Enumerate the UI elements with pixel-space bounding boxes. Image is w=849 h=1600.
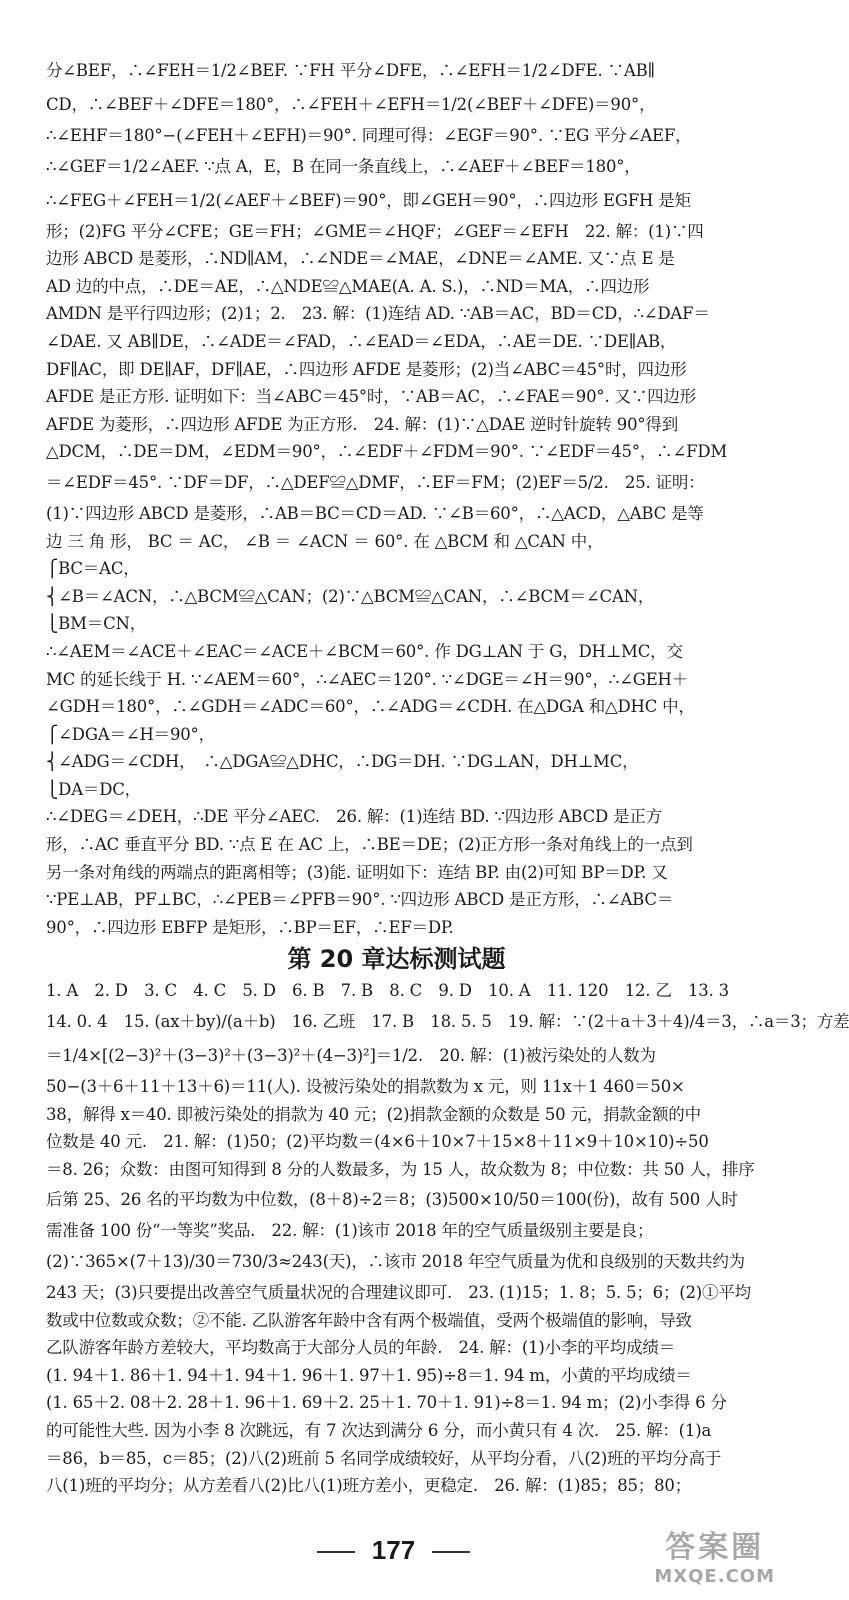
text-line: ＝∠EDF＝45°. ∵DF＝DF，∴△DEF≌△DMF，∴EF＝FM；(2)EF＝5/2. 25. 证明： [46,472,705,492]
text-line: 分∠BEF，∴∠FEH＝1/2∠BEF. ∵FH 平分∠DFE，∴∠EFH＝1/2∠DFE. ∵AB∥ [46,61,655,80]
text-line: DF∥AC，即 DE∥AF，DF∥AE，∴四边形 AFDE 是菱形；(2)当∠ABC＝45°时，四边形 [46,359,687,379]
text-line: 90°，∴四边形 EBFP 是矩形，∴BP＝EF，∴EF＝DP. [46,917,454,937]
text-line: 需准备 100 份“一等奖”奖品. 22. 解：(1)该市 2018 年的空气质量级别主要是良； [46,1221,654,1241]
brace-line: ⎨∠ADG＝∠CDH， ∴△DGA≌△DHC，∴DG＝DH. ∵DG⊥AN，DH⊥MC， [46,752,639,772]
text-line: AFDE 为菱形，∴四边形 AFDE 为正方形. 24. 解：(1)∵△DAE 逆时针旋转 90°得到 [46,414,679,434]
text-line: 形，∴AC 垂直平分 BD. ∵点 E 在 AC 上，∴BE＝DE；(2)正方形一条对角线上的一点到 [46,835,693,855]
text-line: 八(1)班的平均分；从方差看八(2)比八(1)班方差小，更稳定. 26. 解：(1)85；85；80； [46,1476,692,1496]
text-line: 的可能性大些. 因为小李 8 次跳远，有 7 次达到满分 6 分，而小黄只有 4 次. 25. 解：(1)a [46,1420,712,1440]
text-line: 位数是 40 元. 21. 解：(1)50；(2)平均数＝(4×6＋10×7＋15×8＋11×9＋10×10)÷50 [46,1132,709,1152]
text-line: 后第 25、26 名的平均数为中位数，(8＋8)÷2＝8；(3)500×10/50＝100(份)，故有 500 人时 [46,1190,738,1210]
brace-line: ⎧∠DGA＝∠H＝90°， [46,724,215,744]
text-line: 1. A 2. D 3. C 4. C 5. D 6. B 7. B 8. C 9. D 10. A 11. 120 12. 乙 13. 3 [46,981,729,1001]
text-line: 243 天；(3)只要提出改善空气质量状况的合理建议即可. 23. (1)15；1. 8；5. 5；6；(2)①平均 [46,1283,751,1302]
watermark-logo [654,1522,775,1587]
text-line: ∴∠DEG＝∠DEH，∴DE 平分∠AEC. 26. 解：(1)连结 BD. ∵四边形 ABCD 是正方 [46,807,662,827]
text-line: 50−(3＋6＋11＋13＋6)＝11(人). 设被污染处的捐款数为 x 元，则 11x＋1 460＝50× [46,1077,685,1097]
text-line: 边形 ABCD 是菱形，∴ND∥AM，∴∠NDE＝∠MAE，∠DNE＝∠AME. 又∵点 E 是 [46,249,675,269]
footer-dash-right [432,1551,470,1553]
answer-text-top [46,54,747,941]
text-line: (1. 65＋2. 08＋2. 28＋1. 96＋1. 69＋2. 25＋1. 70＋1. 91)÷8＝1. 94 m；(2)小李得 6 分 [46,1393,727,1413]
page-number: 177 [371,1535,416,1565]
text-line: 38，解得 x＝40. 即被污染处的捐款为 40 元；(2)捐款金额的众数是 50 元，捐款金额的中 [46,1104,701,1124]
brace-line: ⎧BC＝AC， [46,559,140,579]
text-line: ∴∠EHF＝180°−(∠FEH＋∠EFH)＝90°. 同理可得：∠EGF＝90°. ∵EG 平分∠AEF， [46,126,692,145]
brace-line: ⎨∠B＝∠ACN，∴△BCM≌△CAN；(2)∵△BCM≌△CAN，∴∠BCM＝∠CAN， [46,586,655,606]
text-line: ∴∠AEM＝∠ACE＋∠EAC＝∠ACE＋∠BCM＝60°. 作 DG⊥AN 于 G，DH⊥MC，交 [46,641,683,661]
watermark-main: 答案圈 [665,1530,765,1565]
text-line: AMDN 是平行四边形；(2)1；2. 23. 解：(1)连结 AD. ∵AB＝AC，BD＝CD，∴∠DAF＝ [46,304,710,324]
text-line: (1. 94＋1. 86＋1. 94＋1. 94＋1. 96＋1. 97＋1. 95)÷8＝1. 94 m，小黄的平均成绩＝ [46,1365,692,1385]
text-line: 数或中位数或众数；②不能. 乙队游客年龄中含有两个极端值，受两个极端值的影响，导致 [46,1310,692,1330]
text-line: (1)∵四边形 ABCD 是菱形，∴AB＝BC＝CD＝AD. ∵∠B＝60°，∴△ACD，△ABC 是等 [46,503,704,523]
text-line: AD 边的中点，∴DE＝AE，∴△NDE≌△MAE(A. A. S.)，∴ND＝MA，∴四边形 [46,276,650,296]
text-line: 边 三 角 形， BC ＝ AC， ∠B ＝ ∠ACN ＝ 60°. 在 △BCM 和 △CAN 中， [46,531,604,551]
answer-text-bottom [46,977,849,1499]
text-line: ∴∠GEF＝1/2∠AEF. ∵点 A，E，B 在同一条直线上，∴∠AEF＋∠BEF＝180°， [46,156,641,176]
text-line: ∵PE⊥AB，PF⊥BC，∴∠PEB＝∠PFB＝90°. ∵四边形 ABCD 是正方形，∴∠ABC＝ [46,890,674,910]
text-line: 14. 0. 4 15. (ax＋by)/(a＋b) 16. 乙班 17. B 18. 5. 5 19. 解：∵(2＋a＋3＋4)/4＝3，∴a＝3；方差 [46,1012,849,1032]
text-line: 乙队游客年龄方差较大，平均数高于大部分人员的年龄. 24. 解：(1)小李的平均成绩＝ [46,1338,676,1358]
text-line: △DCM，∴DE＝DM，∠EDM＝90°，∴∠EDF＋∠FDM＝90°. ∵∠EDF＝45°，∴∠FDM [46,442,728,462]
brace-line: ⎩DA＝DC， [46,779,141,799]
text-line: ∠DAE. 又 AB∥DE，∴∠ADE＝∠FAD，∴∠EAD＝∠EDA，∴AE＝DE. ∵DE∥AB， [46,331,677,351]
text-line: MC 的延长线于 H. ∵∠AEM＝60°，∴∠AEC＝120°. ∵∠DGE＝∠H＝90°，∴∠GEH＋ [46,669,689,689]
text-line: ＝8. 26；众数：由图可知得到 8 分的人数最多，为 15 人，故众数为 8；中位数：共 50 人，排序 [46,1159,755,1179]
text-line: 另一条对角线的两端点的距离相等；(3)能. 证明如下：连结 BP. 由(2)可知 BP＝DP. 又 [46,862,668,882]
chapter-title: 第 20 章达标测试题 [287,945,506,974]
text-line: (2)∵365×(7＋13)/30＝730/3≈243(天)，∴该市 2018 年空气质量为优和良级别的天数共约为 [46,1252,745,1271]
watermark-url: MXQE.COM [654,1566,775,1587]
text-line: ＝1/4×[(2−3)²＋(3−3)²＋(3−3)²＋(4−3)²]＝1/2. 20. 解：(1)被污染处的人数为 [46,1046,656,1066]
text-line: CD，∴∠BEF＋∠DFE＝180°，∴∠FEH＋∠EFH＝1/2(∠BEF＋∠DFE)＝90°， [46,95,656,114]
footer-dash-left [317,1551,355,1553]
text-line: ∴∠FEG＋∠FEH＝1/2(∠AEF＋∠BEF)＝90°，即∠GEH＝90°，∴四边形 EGFH 是矩 [46,190,691,210]
text-line: ∠GDH＝180°，∴∠GDH＝∠ADC＝60°，∴∠ADG＝∠CDH. 在△DGA 和△DHC 中， [46,697,695,717]
text-line: 形；(2)FG 平分∠CFE；GE＝FH；∠GME＝∠HQF；∠GEF＝∠EFH 22. 解：(1)∵四 [46,221,704,241]
text-line: AFDE 是正方形. 证明如下：当∠ABC＝45°时，∵AB＝AC，∴∠FAE＝90°. 又∵四边形 [46,387,697,407]
text-line: ＝86，b＝85，c＝85；(2)八(2)班前 5 名同学成绩较好，从平均分看，八(2)班的平均分高于 [46,1448,722,1468]
brace-line: ⎩BM＝CN， [46,614,147,634]
